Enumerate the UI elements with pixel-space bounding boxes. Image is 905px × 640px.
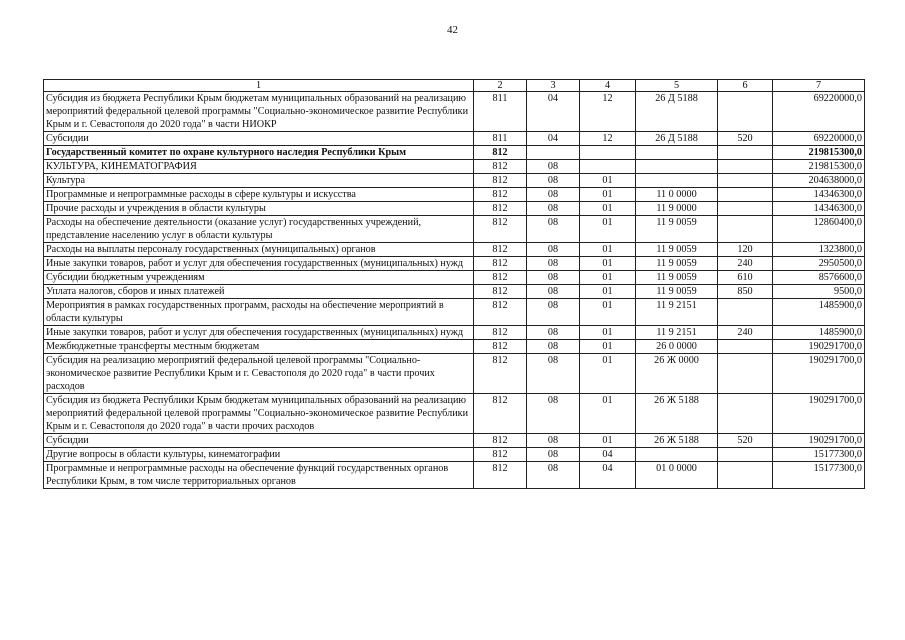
expense-type-code: 610 xyxy=(718,271,773,285)
ministry-code: 812 xyxy=(474,299,527,326)
subsection-code: 12 xyxy=(580,132,636,146)
table-row xyxy=(44,243,865,257)
expense-name: Субсидии xyxy=(44,434,474,448)
ministry-code: 811 xyxy=(474,132,527,146)
ministry-code: 812 xyxy=(474,285,527,299)
subsection-code: 01 xyxy=(580,174,636,188)
subsection-code: 01 xyxy=(580,243,636,257)
amount: 190291700,0 xyxy=(773,340,865,354)
section-code: 04 xyxy=(527,132,580,146)
expense-type-code: 240 xyxy=(718,326,773,340)
column-number: 5 xyxy=(636,80,718,92)
target-article-code: 11 9 0059 xyxy=(636,243,718,257)
expense-name: Мероприятия в рамках государственных программ, расходы на обеспечение мероприятий в области культуры xyxy=(44,299,474,326)
target-article-code: 11 9 2151 xyxy=(636,299,718,326)
ministry-code: 812 xyxy=(474,354,527,394)
amount: 190291700,0 xyxy=(773,394,865,434)
ministry-code: 812 xyxy=(474,462,527,489)
section-code: 08 xyxy=(527,354,580,394)
column-number: 6 xyxy=(718,80,773,92)
amount: 8576600,0 xyxy=(773,271,865,285)
section-code: 08 xyxy=(527,257,580,271)
table-row xyxy=(44,299,865,326)
table-row xyxy=(44,257,865,271)
ministry-code: 812 xyxy=(474,188,527,202)
subsection-code: 01 xyxy=(580,299,636,326)
target-article-code: 11 9 0059 xyxy=(636,285,718,299)
section-code: 08 xyxy=(527,216,580,243)
table-row xyxy=(44,188,865,202)
expense-name: Субсидии xyxy=(44,132,474,146)
expense-type-code xyxy=(718,216,773,243)
target-article-code: 26 Ж 5188 xyxy=(636,394,718,434)
target-article-code xyxy=(636,174,718,188)
target-article-code: 26 Ж 0000 xyxy=(636,354,718,394)
expense-name: Другие вопросы в области культуры, кинематографии xyxy=(44,448,474,462)
expense-type-code xyxy=(718,448,773,462)
amount: 2950500,0 xyxy=(773,257,865,271)
section-code: 04 xyxy=(527,92,580,132)
amount: 15177300,0 xyxy=(773,448,865,462)
amount: 1485900,0 xyxy=(773,326,865,340)
section-code: 08 xyxy=(527,271,580,285)
ministry-code: 812 xyxy=(474,448,527,462)
target-article-code xyxy=(636,146,718,160)
target-article-code xyxy=(636,448,718,462)
budget-table xyxy=(43,79,865,489)
expense-name: Субсидия на реализацию мероприятий федеральной целевой программы "Социально-экономическое развитие Республики Крым и г. Севастополя до 2020 года" в части прочих расходов xyxy=(44,354,474,394)
expense-name: Уплата налогов, сборов и иных платежей xyxy=(44,285,474,299)
table-row xyxy=(44,354,865,394)
expense-type-code xyxy=(718,340,773,354)
subsection-code: 01 xyxy=(580,257,636,271)
target-article-code: 26 Д 5188 xyxy=(636,132,718,146)
column-number: 3 xyxy=(527,80,580,92)
expense-type-code: 850 xyxy=(718,285,773,299)
ministry-code: 812 xyxy=(474,202,527,216)
expense-name: Культура xyxy=(44,174,474,188)
expense-type-code xyxy=(718,188,773,202)
subsection-code xyxy=(580,146,636,160)
section-code: 08 xyxy=(527,174,580,188)
amount: 204638000,0 xyxy=(773,174,865,188)
section-code: 08 xyxy=(527,394,580,434)
expense-name: Межбюджетные трансферты местным бюджетам xyxy=(44,340,474,354)
expense-type-code xyxy=(718,354,773,394)
target-article-code: 01 0 0000 xyxy=(636,462,718,489)
table-row xyxy=(44,92,865,132)
ministry-code: 812 xyxy=(474,394,527,434)
section-code: 08 xyxy=(527,462,580,489)
section-code: 08 xyxy=(527,340,580,354)
expense-type-code xyxy=(718,92,773,132)
amount: 15177300,0 xyxy=(773,462,865,489)
column-number-row xyxy=(44,80,865,92)
expense-type-code xyxy=(718,394,773,434)
subsection-code: 01 xyxy=(580,340,636,354)
column-number: 7 xyxy=(773,80,865,92)
amount: 190291700,0 xyxy=(773,434,865,448)
ministry-code: 812 xyxy=(474,434,527,448)
section-code: 08 xyxy=(527,326,580,340)
amount: 14346300,0 xyxy=(773,188,865,202)
expense-type-code: 120 xyxy=(718,243,773,257)
subsection-code: 04 xyxy=(580,448,636,462)
expense-type-code: 240 xyxy=(718,257,773,271)
ministry-code: 812 xyxy=(474,340,527,354)
amount: 1485900,0 xyxy=(773,299,865,326)
table-row xyxy=(44,146,865,160)
ministry-code: 812 xyxy=(474,326,527,340)
ministry-code: 811 xyxy=(474,92,527,132)
section-code: 08 xyxy=(527,243,580,257)
table-row xyxy=(44,132,865,146)
ministry-code: 812 xyxy=(474,174,527,188)
subsection-code: 01 xyxy=(580,216,636,243)
target-article-code: 26 Д 5188 xyxy=(636,92,718,132)
table-row xyxy=(44,462,865,489)
expense-name: Субсидия из бюджета Республики Крым бюджетам муниципальных образований на реализацию мероприятий федеральной целевой программы "Социально-экономическое развитие Республики Крым и г. Севастополя до 2020 года" в части прочих расходов xyxy=(44,394,474,434)
column-number: 1 xyxy=(44,80,474,92)
expense-name: Расходы на выплаты персоналу государственных (муниципальных) органов xyxy=(44,243,474,257)
expense-type-code xyxy=(718,462,773,489)
expense-name: Расходы на обеспечение деятельности (оказание услуг) государственных учреждений, представление населению услуг в области культуры xyxy=(44,216,474,243)
table-row xyxy=(44,160,865,174)
amount: 12860400,0 xyxy=(773,216,865,243)
table-row xyxy=(44,326,865,340)
amount: 14346300,0 xyxy=(773,202,865,216)
table-row xyxy=(44,271,865,285)
ministry-code: 812 xyxy=(474,243,527,257)
section-code: 08 xyxy=(527,299,580,326)
ministry-code: 812 xyxy=(474,257,527,271)
amount: 219815300,0 xyxy=(773,146,865,160)
subsection-code: 01 xyxy=(580,188,636,202)
expense-name: Прочие расходы и учреждения в области культуры xyxy=(44,202,474,216)
section-code: 08 xyxy=(527,434,580,448)
column-number: 4 xyxy=(580,80,636,92)
target-article-code: 11 9 0059 xyxy=(636,271,718,285)
target-article-code: 11 9 2151 xyxy=(636,326,718,340)
expense-name: Программные и непрограммные расходы на обеспечение функций государственных органов Республики Крым, в том числе территориальных органов xyxy=(44,462,474,489)
expense-type-code xyxy=(718,299,773,326)
expense-name: Субсидии бюджетным учреждениям xyxy=(44,271,474,285)
table-row xyxy=(44,394,865,434)
table-row xyxy=(44,174,865,188)
target-article-code: 11 0 0000 xyxy=(636,188,718,202)
subsection-code: 01 xyxy=(580,394,636,434)
target-article-code: 26 0 0000 xyxy=(636,340,718,354)
page-number: 42 xyxy=(447,24,458,36)
section-code xyxy=(527,146,580,160)
amount: 219815300,0 xyxy=(773,160,865,174)
ministry-code: 812 xyxy=(474,146,527,160)
target-article-code: 11 9 0000 xyxy=(636,202,718,216)
amount: 9500,0 xyxy=(773,285,865,299)
section-code: 08 xyxy=(527,285,580,299)
subsection-code: 01 xyxy=(580,202,636,216)
section-code: 08 xyxy=(527,160,580,174)
expense-name: Иные закупки товаров, работ и услуг для обеспечения государственных (муниципальных) нужд xyxy=(44,326,474,340)
expense-name: Программные и непрограммные расходы в сфере культуры и искусства xyxy=(44,188,474,202)
expense-name: Субсидия из бюджета Республики Крым бюджетам муниципальных образований на реализацию мероприятий федеральной целевой программы "Социально-экономическое развитие Республики Крым и г. Севастополя до 2020 года" в части НИОКР xyxy=(44,92,474,132)
subsection-code xyxy=(580,160,636,174)
ministry-code: 812 xyxy=(474,216,527,243)
section-code: 08 xyxy=(527,448,580,462)
table-body xyxy=(44,92,865,489)
subsection-code: 01 xyxy=(580,285,636,299)
subsection-code: 12 xyxy=(580,92,636,132)
expense-type-code xyxy=(718,202,773,216)
section-code: 08 xyxy=(527,188,580,202)
expense-name: Государственный комитет по охране культурного наследия Республики Крым xyxy=(44,146,474,160)
target-article-code xyxy=(636,160,718,174)
section-code: 08 xyxy=(527,202,580,216)
table-row xyxy=(44,340,865,354)
expense-name: КУЛЬТУРА, КИНЕМАТОГРАФИЯ xyxy=(44,160,474,174)
target-article-code: 11 9 0059 xyxy=(636,216,718,243)
amount: 69220000,0 xyxy=(773,132,865,146)
subsection-code: 01 xyxy=(580,326,636,340)
ministry-code: 812 xyxy=(474,160,527,174)
subsection-code: 01 xyxy=(580,271,636,285)
target-article-code: 26 Ж 5188 xyxy=(636,434,718,448)
table-row xyxy=(44,285,865,299)
expense-name: Иные закупки товаров, работ и услуг для обеспечения государственных (муниципальных) нужд xyxy=(44,257,474,271)
expense-type-code xyxy=(718,160,773,174)
expense-type-code: 520 xyxy=(718,434,773,448)
target-article-code: 11 9 0059 xyxy=(636,257,718,271)
column-number: 2 xyxy=(474,80,527,92)
amount: 1323800,0 xyxy=(773,243,865,257)
amount: 69220000,0 xyxy=(773,92,865,132)
amount: 190291700,0 xyxy=(773,354,865,394)
expense-type-code xyxy=(718,146,773,160)
table-row xyxy=(44,202,865,216)
ministry-code: 812 xyxy=(474,271,527,285)
expense-type-code xyxy=(718,174,773,188)
table-row xyxy=(44,216,865,243)
subsection-code: 01 xyxy=(580,354,636,394)
expense-type-code: 520 xyxy=(718,132,773,146)
subsection-code: 01 xyxy=(580,434,636,448)
table-row xyxy=(44,434,865,448)
table-row xyxy=(44,448,865,462)
subsection-code: 04 xyxy=(580,462,636,489)
